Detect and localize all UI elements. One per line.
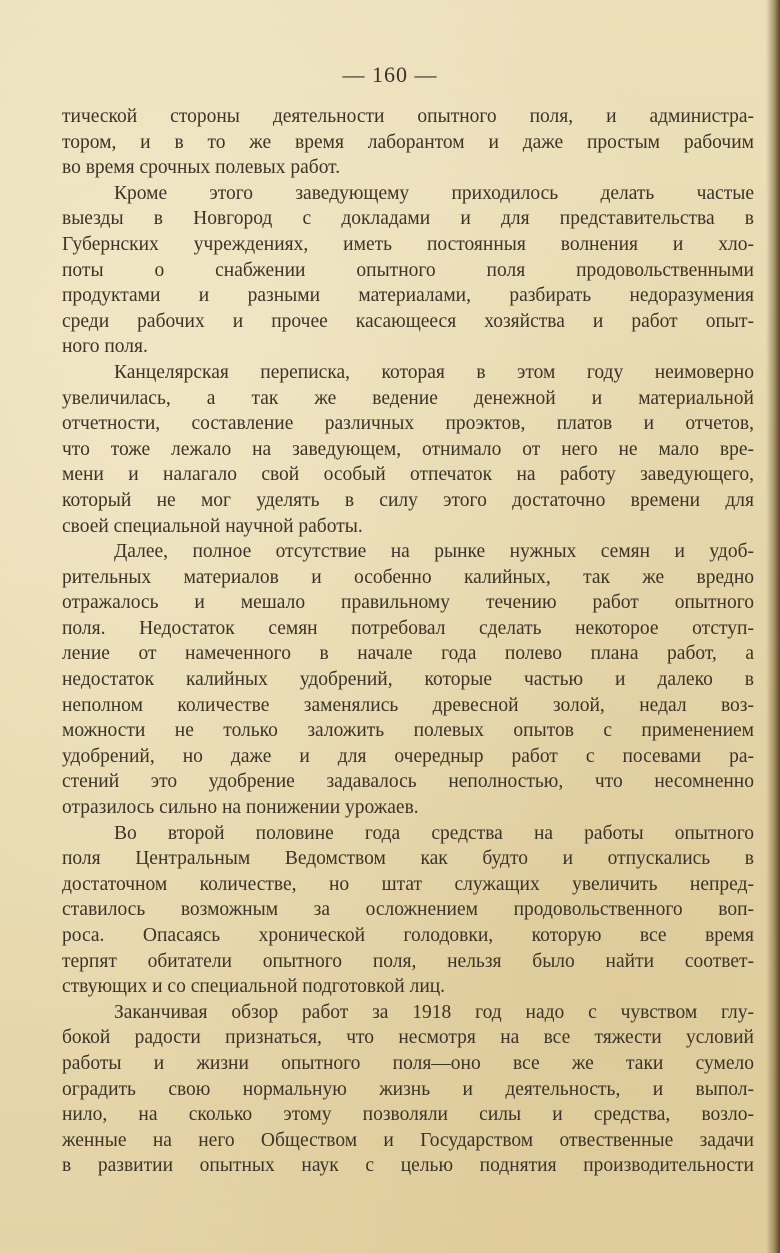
text-line: поля Центральным Ведомством как будто и отпускались в: [62, 848, 754, 870]
text-line: Заканчивая обзор работ за 1918 год надо с чувством глу-: [114, 1001, 754, 1023]
text-line: терпят обитатели опытного поля, нельзя было найти соответ-: [62, 950, 754, 972]
text-line: продуктами и разными материалами, разбирать недоразумения: [62, 285, 754, 307]
text-line: Канцелярская переписка, которая в этом году неимоверно: [114, 361, 754, 383]
text-line: отражалось и мешало правильному течению работ опытного: [62, 592, 754, 614]
text-line: ного поля.: [62, 336, 148, 358]
text-line: своей специальной научной работы.: [62, 515, 363, 537]
text-line: стений это удобрение задавалось неполностью, что несомненно: [62, 771, 754, 793]
text-line: поля. Недостаток семян потребовал сделать некоторое отступ-: [62, 617, 754, 639]
text-line: среди рабочих и прочее касающееся хозяйства и работ опыт-: [62, 310, 754, 332]
text-line: неполном количестве заменялись древесной золой, недал воз-: [62, 694, 754, 716]
text-line: нило, на сколько этому позволяли силы и средства, возло-: [62, 1104, 754, 1126]
text-line: работы и жизни опытного поля—оно все же таки сумело: [62, 1052, 754, 1074]
text-line: в развитии опытных наук с целью поднятия производительности: [62, 1155, 754, 1177]
text-line: рительных материалов и особенно калийных, так же вредно: [62, 566, 754, 588]
text-line: поты о снабжении опытного поля продовольственными: [62, 259, 754, 281]
text-line: ление от намеченного в начале года полево плана работ, а: [62, 643, 754, 665]
text-line: оградить свою нормальную жизнь и деятельность, и выпол-: [62, 1078, 754, 1100]
text-line: женные на него Обществом и Государством отвественные задачи: [62, 1129, 754, 1151]
text-line: достаточном количестве, но штат служащих увеличить непред-: [62, 873, 754, 895]
text-line: бокой радости признаться, что несмотря на все тяжести условий: [62, 1027, 754, 1049]
text-line: Далее, полное отсутствие на рынке нужных семян и удоб-: [114, 541, 754, 563]
page-edge-shadow: [766, 0, 780, 1253]
text-line: удобрений, но даже и для очередныр работ с посевами ра-: [62, 745, 754, 767]
text-line: который не мог уделять в силу этого достаточно времени для: [62, 489, 754, 511]
text-line: отчетности, составление различных проэктов, платов и отчетов,: [62, 413, 754, 435]
text-line: можности не только заложить полевых опытов с применением: [62, 720, 754, 742]
text-line: тической стороны деятельности опытного поля, и администра-: [62, 106, 754, 127]
text-line: ставилось возможным за осложнением продовольственного воп-: [62, 899, 754, 921]
page-number: — 160 —: [342, 62, 438, 87]
body-text: [62, 104, 754, 1179]
text-line: Кроме этого заведующему приходилось делать частые: [114, 182, 754, 204]
text-line: мени и налагало свой особый отпечаток на работу заведующего,: [62, 464, 754, 486]
text-line: Губернских учреждениях, иметь постоянныя волнения и хло-: [62, 233, 754, 255]
text-line: увеличилась, а так же ведение денежной и материальной: [62, 387, 754, 409]
text-line: тором, и в то же время лаборантом и даже простым рабочим: [62, 131, 754, 153]
text-line: недостаток калийных удобрений, которые частью и далеко в: [62, 669, 754, 691]
text-line: ствующих и со специальной подготовкой лиц.: [62, 976, 446, 998]
text-line: отразилось сильно на понижении урожаев.: [62, 797, 419, 819]
text-line: во время срочных полевых работ.: [62, 157, 341, 179]
text-line: выезды в Новгород с докладами и для представительства в: [62, 208, 754, 230]
text-line: роса. Опасаясь хронической голодовки, которую все время: [62, 925, 754, 946]
text-line: Во второй половине года средства на работы опытного: [114, 822, 754, 844]
text-line: что тоже лежало на заведующем, отнимало от него не мало вре-: [62, 438, 754, 460]
